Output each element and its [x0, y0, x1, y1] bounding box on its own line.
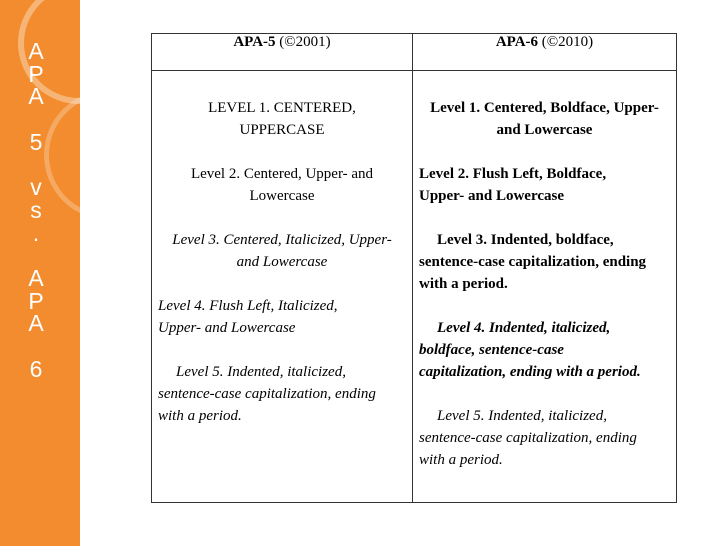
apa6-level-3: Level 3. Indented, boldface, sentence-case capitalization, ending with a period. [419, 232, 647, 292]
apa5-cell [152, 71, 413, 503]
table-body-row [152, 71, 677, 503]
vertical-title [24, 40, 48, 380]
title-char: A [28, 310, 44, 337]
apa5-level-2: Level 2. Centered, Upper- and Lowercase [190, 166, 374, 204]
title-char: A [28, 38, 44, 64]
apa6-level-1: Level 1. Centered, Boldface, Upper- and Lowercase [430, 100, 659, 138]
title-char: v [30, 174, 42, 201]
header-apa6-year: (©2010) [538, 34, 594, 50]
header-apa6-bold: APA-6 [495, 34, 539, 50]
header-apa5-bold: APA-5 [233, 34, 276, 50]
apa6-level-4: Level 4. Indented, italicized, boldface, sentence-case capitalization, ending with a period. [419, 320, 641, 380]
title-char [24, 108, 48, 131]
header-apa6 [413, 34, 677, 71]
title-char: 5 [29, 128, 43, 155]
title-char [24, 153, 48, 176]
apa5-level-1: LEVEL 1. CENTERED, UPPERCASE [208, 100, 356, 138]
header-apa5 [152, 34, 413, 71]
title-char: P [28, 287, 44, 314]
apa5-level-3: Level 3. Centered, Italicized, Upper- and Lowercase [172, 232, 392, 270]
apa5-level-4: Level 4. Flush Left, Italicized, Upper- and Lowercase [158, 298, 338, 336]
header-apa5-year: (©2001) [275, 34, 331, 50]
apa6-cell [413, 71, 677, 503]
title-char [24, 244, 48, 267]
orange-sidebar [0, 0, 80, 546]
title-char: P [28, 60, 44, 87]
comparison-table [151, 33, 677, 503]
title-char: . [32, 219, 40, 246]
title-char [24, 335, 48, 358]
apa6-level-5: Level 5. Indented, italicized, sentence-case capitalization, ending with a period. [419, 408, 637, 468]
decorative-ring-icon [44, 90, 80, 220]
title-char: A [28, 83, 44, 110]
title-char: 6 [29, 355, 43, 382]
title-char: A [28, 264, 44, 291]
table-header-row [152, 34, 677, 71]
apa5-level-5: Level 5. Indented, italicized, sentence-case capitalization, ending with a period. [158, 364, 376, 424]
apa6-level-2: Level 2. Flush Left, Boldface, Upper- and Lowercase [419, 166, 607, 204]
title-char: s [30, 196, 42, 223]
